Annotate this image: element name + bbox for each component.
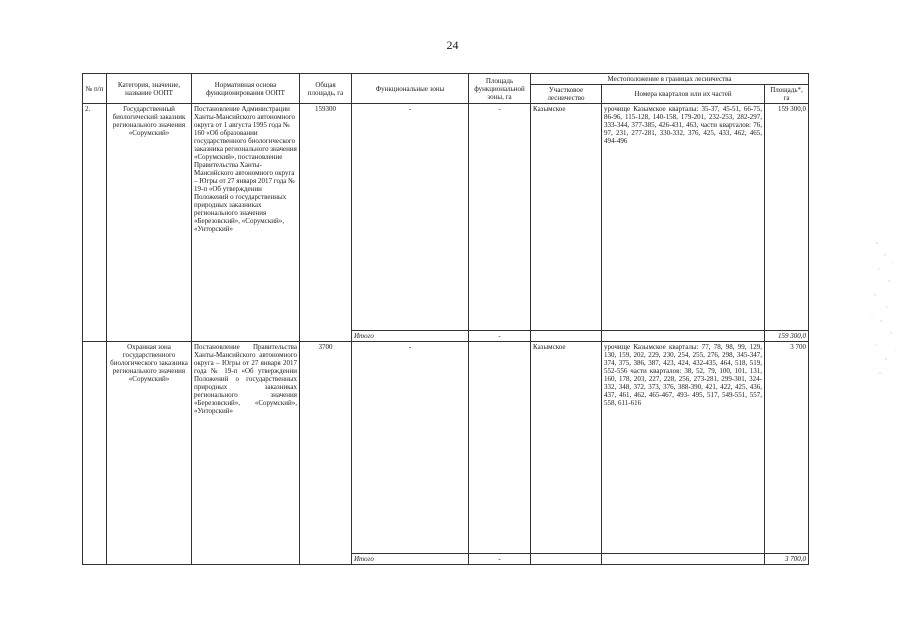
cell-category: Государственный биологический заказник регионального значения «Сорумский»: [107, 104, 192, 342]
header-zones: Функциональные зоны: [352, 74, 469, 104]
total-label: Итого: [352, 331, 469, 342]
scan-noise-mark: [867, 235, 899, 385]
total-area-value: 3 700,0: [765, 554, 809, 565]
cell-no: [83, 342, 107, 565]
cell-quarters: урочище Казымское кварталы: 77, 78, 98, 99, 129, 130, 159, 202, 229, 230, 254, 255, 276, 298, 345-347, 374, 375, 386, 387, 423, 424, 432-435, 464, 518, 519, 552-556 части кварталов: 38, 52, 79, 100, 101, 131, 160, 178, 203, 227, 228, 256, 273-281, 299-301, 324-332, 348, 372, 373, 376, 388-390, 421, 422, 425, 436, 437, 461, 462, 465-467, 493- 495, 517, 549-551, 557, 558, 611-616: [602, 342, 765, 554]
total-empty-cell: [531, 331, 602, 342]
header-zone-area: Площадь функциональной зоны, га: [469, 74, 531, 104]
header-category: Категория, значение, название ООПТ: [107, 74, 192, 104]
header-location-group: Местоположение в границах лесничества: [531, 74, 809, 85]
header-legal-basis: Нормативная основа функционирования ООПТ: [192, 74, 300, 104]
cell-quarters: урочище Казымское кварталы: 35-37, 45-51, 66-75, 86-96, 115-128, 140-158, 179-201, 232-253, 282-297, 333-344, 377-385, 426-431, 463, части кварталов: 76, 97, 231, 277-281, 330-332, 376, 425, 433, 462, 465, 494-496: [602, 104, 765, 331]
header-quarters: Номера кварталов или их частей: [602, 85, 765, 104]
header-area: Площадь*, га: [765, 85, 809, 104]
cell-area: 159 300,0: [765, 104, 809, 331]
cell-zone-area: -: [469, 104, 531, 331]
cell-zones: -: [352, 342, 469, 554]
total-empty-cell: [602, 331, 765, 342]
header-no: № п/п: [83, 74, 107, 104]
cell-zones: -: [352, 104, 469, 331]
cell-legal-basis: Постановление Администрации Ханты-Мансийского автономного округа от 1 августа 1995 года № 160 «Об образовании государственного биологического заказника регионального значения «Сорумский», постановление Правительства Ханты-Мансийского автономного округа – Югры от 27 января 2017 года № 19-п «Об утверждении Положений о государственных природных заказниках регионального значения «Березовский», «Сорумский», «Унторский»: [192, 104, 300, 342]
total-dash: -: [469, 554, 531, 565]
cell-district-forestry: Казымское: [531, 104, 602, 331]
cell-no: 2.: [83, 104, 107, 342]
protected-areas-table: [82, 73, 809, 565]
cell-legal-basis: Постановление Правительства Ханты-Мансийского автономного округа – Югры от 27 января 2017 года № 19-п «Об утверждении Положений о государственных природных заказниках регионального значения «Березовский», «Сорумский», «Унторский»: [192, 342, 300, 565]
total-empty-cell: [531, 554, 602, 565]
cell-district-forestry: Казымское: [531, 342, 602, 554]
cell-total-area: 159300: [300, 104, 352, 342]
cell-category: Охранная зона государственного биологического заказника регионального значения «Сорумский»: [107, 342, 192, 565]
table-row: [83, 104, 809, 331]
cell-total-area: 3700: [300, 342, 352, 565]
header-total-area: Общая площадь, га: [300, 74, 352, 104]
total-area-value: 159 300,0: [765, 331, 809, 342]
page-number: 24: [446, 38, 459, 52]
total-dash: -: [469, 331, 531, 342]
header-district-forestry: Участковое лесничество: [531, 85, 602, 104]
cell-area: 3 700: [765, 342, 809, 554]
header-row-1: [83, 74, 809, 85]
table-row: [83, 342, 809, 554]
total-empty-cell: [602, 554, 765, 565]
total-label: Итого: [352, 554, 469, 565]
cell-zone-area: [469, 342, 531, 554]
